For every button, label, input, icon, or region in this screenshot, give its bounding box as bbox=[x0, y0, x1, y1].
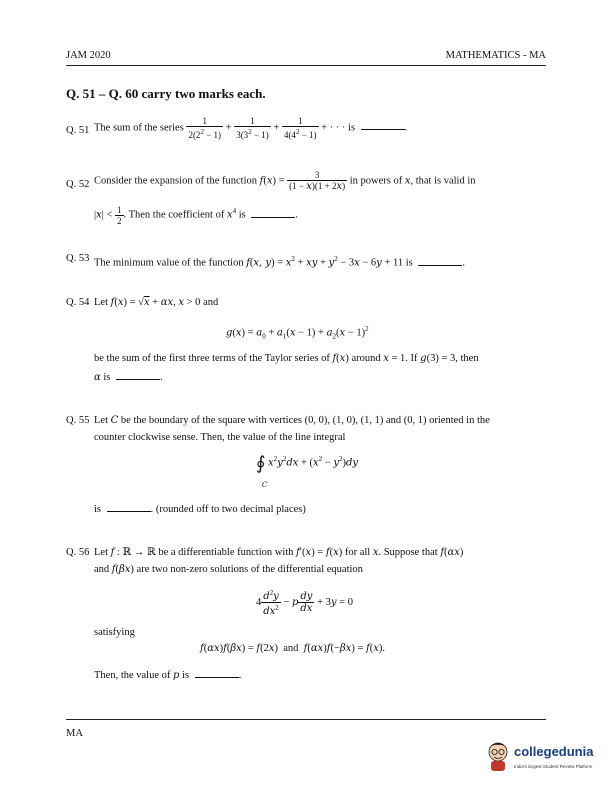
question-number: Q. 56 bbox=[66, 547, 90, 558]
question-body: Let C be the boundary of the square with vertices (0, 0), (1, 0), (1, 1) and (0, 1) oriented in the bbox=[94, 415, 490, 426]
question-text: Let bbox=[94, 547, 108, 558]
question-body-line2 bbox=[94, 431, 548, 445]
question-text: counter clockwise sense. Then, the value of the line integral bbox=[94, 432, 346, 443]
answer-blank bbox=[418, 256, 462, 266]
question-body: The sum of the series $\frac{1}{2(2^2 - 1)}$ + $\frac{1}{3(3^2 - 1)}$ + $\frac{1}{4(4^2 - 1)}$ + · · · is . bbox=[94, 116, 408, 140]
question-text: . Suppose that bbox=[378, 547, 438, 558]
question-text: oriented in the bbox=[429, 415, 490, 426]
question-text: be the boundary of the square with vertices bbox=[120, 415, 302, 426]
question-text: Let bbox=[94, 297, 108, 308]
question-55 bbox=[66, 414, 548, 524]
question-body: Let f(x) = √x + αx, x > 0 and bbox=[94, 297, 219, 308]
brand-tagline: India's largest Student Review Platform bbox=[514, 764, 593, 769]
question-51 bbox=[66, 116, 548, 146]
answer-blank bbox=[195, 668, 239, 678]
question-text: is bbox=[103, 372, 111, 383]
question-text: Then, the value of bbox=[94, 670, 171, 681]
question-text: is bbox=[94, 504, 102, 515]
question-56 bbox=[66, 546, 548, 686]
question-body-line3: be the sum of the first three terms of the Taylor series of f(x) around x = 1. If g(3) = 3, then bbox=[94, 353, 479, 364]
header-exam-name: JAM 2020 bbox=[66, 50, 111, 61]
fraction: $\frac{1}{3(3^2 - 1)}$ bbox=[236, 116, 269, 140]
question-text: in powers of bbox=[349, 175, 403, 187]
question-body-line2: |x| < $\frac{1}{2}$ . Then the coefficient of $x^4$ is . bbox=[94, 204, 298, 226]
question-54 bbox=[66, 296, 548, 386]
footer-subject-code: MA bbox=[66, 728, 83, 739]
fraction: $\frac{3}{(1 - x)(1 + 2x)}$ bbox=[289, 170, 346, 192]
answer-blank bbox=[361, 120, 405, 130]
question-body-line4 bbox=[94, 502, 548, 517]
display-equation: $g(x) = a_0 + a_1(x - 1) + a_2(x - 1)^2$ bbox=[226, 325, 369, 341]
question-body-line2: and f(βx) are two non-zero solutions of the differential equation bbox=[94, 564, 363, 575]
question-text: satisfying bbox=[94, 627, 135, 638]
question-number: Q. 52 bbox=[66, 179, 90, 190]
question-number: Q. 54 bbox=[66, 297, 90, 308]
question-text: and bbox=[203, 297, 219, 308]
line-integral: ∮ $x^2y^2dx + (x^2 - y^2)dy$ C bbox=[256, 453, 359, 489]
question-text-tail: is bbox=[405, 257, 413, 269]
question-text: , that is valid in bbox=[410, 175, 476, 187]
header-rule bbox=[66, 65, 546, 66]
question-number: Q. 51 bbox=[66, 125, 90, 136]
question-body: Consider the expansion of the function f(x) = $\frac{3}{(1 - x)(1 + 2x)}$ in powers of x, that is valid in bbox=[94, 170, 476, 192]
question-text: The minimum value of the function bbox=[94, 257, 244, 269]
question-text: . Then the coefficient of bbox=[123, 209, 225, 221]
question-text: Consider the expansion of the function bbox=[94, 175, 258, 187]
question-text: . (rounded off to two decimal places) bbox=[150, 504, 306, 515]
answer-blank bbox=[251, 208, 295, 218]
fraction: $\frac{1}{2}$ bbox=[117, 204, 122, 226]
fraction: $\frac{1}{2(2^2 - 1)}$ bbox=[188, 116, 222, 140]
answer-blank bbox=[107, 502, 151, 512]
question-text: is bbox=[238, 209, 246, 221]
contour-integral-sign: ∮ bbox=[256, 453, 266, 474]
question-text: are two non-zero solutions of the differential equation bbox=[136, 564, 363, 575]
question-52 bbox=[66, 170, 548, 230]
section-title: Q. 51 – Q. 60 carry two marks each. bbox=[66, 86, 266, 101]
question-text: The sum of the series bbox=[94, 122, 184, 134]
collegedunia-logo bbox=[484, 736, 606, 782]
question-53 bbox=[66, 252, 548, 268]
question-body: The minimum value of the function f(x, $y) = x^2$ + xy + $y^2 - 3x - 6y + 11$ is . bbox=[94, 255, 466, 269]
question-body-line6: Then, the value of p is . bbox=[94, 670, 242, 681]
footer-rule bbox=[66, 719, 546, 720]
question-number: Q. 55 bbox=[66, 415, 90, 426]
question-body: Let f : ℝ → ℝ be a differentiable function with f′(x) = f(x) for all x. Suppose that f(αx) bbox=[94, 547, 464, 558]
question-text: and bbox=[94, 564, 110, 575]
question-text: is bbox=[182, 670, 190, 681]
brand-name: collegedunia bbox=[514, 744, 594, 759]
question-body-line4: α is . bbox=[94, 372, 163, 383]
question-text: and bbox=[283, 643, 299, 654]
student-mascot-icon bbox=[484, 738, 512, 774]
question-text-tail: + · · · is bbox=[321, 122, 356, 134]
question-text: be a differentiable function with bbox=[158, 547, 294, 558]
question-body-line4 bbox=[94, 626, 548, 640]
question-text: be the sum of the first three terms of the Taylor series of bbox=[94, 353, 330, 364]
question-text: around bbox=[351, 353, 381, 364]
header-subject: MATHEMATICS - MA bbox=[445, 50, 546, 61]
question-text: . If bbox=[405, 353, 418, 364]
question-text: , then bbox=[455, 353, 479, 364]
question-text: Let bbox=[94, 415, 108, 426]
answer-blank bbox=[116, 370, 160, 380]
question-text: and bbox=[385, 415, 402, 426]
question-text: for all bbox=[344, 547, 371, 558]
question-number: Q. 53 bbox=[66, 253, 90, 264]
fraction: $\frac{1}{4(4^2 - 1)}$ bbox=[283, 116, 317, 140]
display-conditions: f(αx)f(βx) = f(2x) and f(αx)f(−βx) = f(x). bbox=[200, 643, 385, 654]
differential-equation: 4 $\frac{d^2y}{dx^2}$ − p $\frac{dy}{dx}$ + 3y = 0 bbox=[256, 589, 353, 617]
